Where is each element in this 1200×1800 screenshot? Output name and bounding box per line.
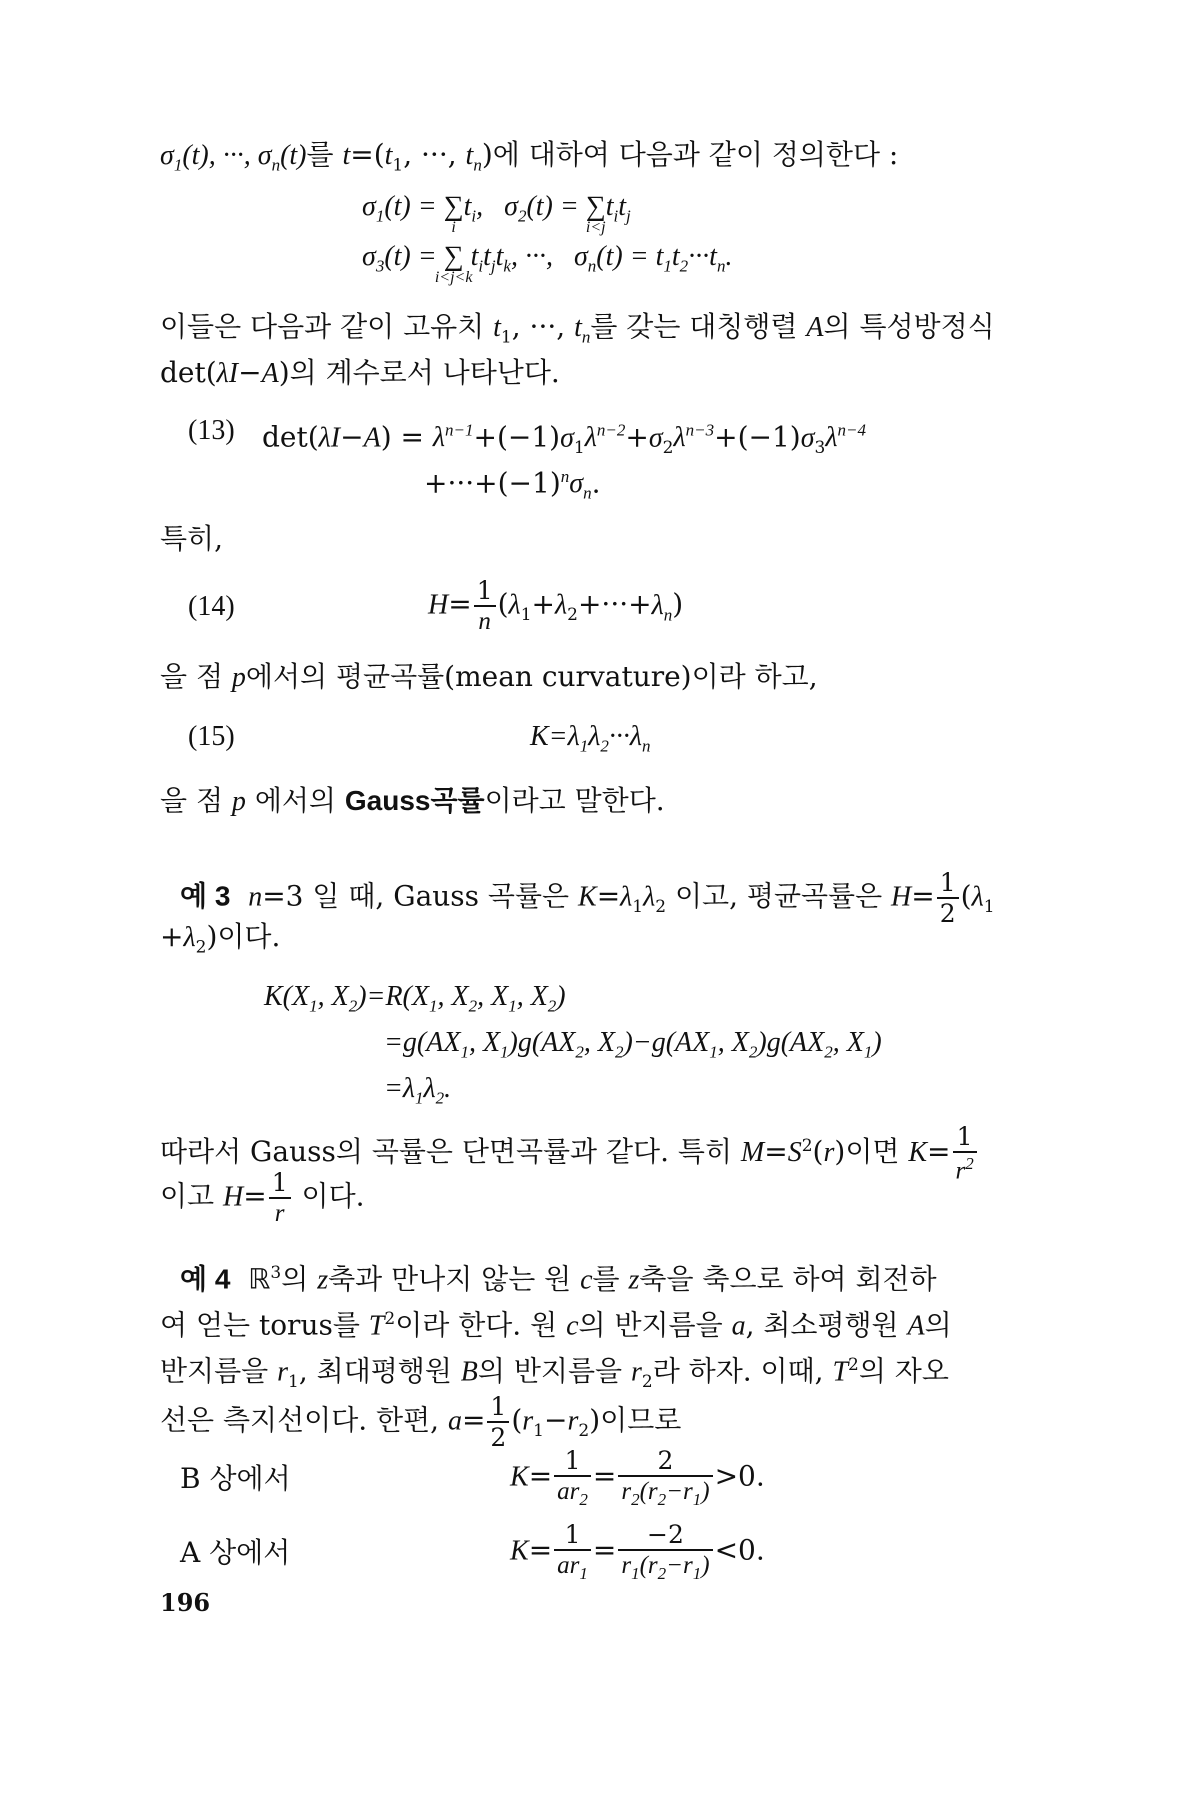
gauss-derivation-1: $K(X_1$, $X_2)=R(X_1$, $X_2$, $X_1$, $X_2$) (264, 981, 566, 1016)
gauss-derivation-3: $=\lambda_1\lambda_2$. (384, 1073, 452, 1108)
gauss-derivation-2: $=g(AX_1$, $X_1)g(AX_2$, $X_2)-g(AX_1$, $X_2)g(AX_2$, $X_1$) (384, 1027, 882, 1062)
sigma-definition-lhs: $\sigma_1(t)$, ···, $\sigma_n(t)$ (160, 140, 307, 175)
equation-14: H= $\frac{1}{n}$ $(\lambda_1+\lambda_2+\cdot\cdot\cdot+\lambda_n)$ (428, 576, 684, 635)
equation-13-line-1: $\det(\lambda I-A) = \lambda^{n-1}+(-1)\sigma_1\lambda^{n-2}+\sigma_2\lambda^{n-3}+(-1)\sigma_3\lambda^{n-4}$ (262, 420, 866, 458)
sigma-eq-1: $\sigma_1(t)$ = ∑ i $t_i$, $\sigma_2(t)$ = ∑ i<j $t_it_j$ (362, 191, 631, 236)
example-4-label: 예 4 (180, 1263, 231, 1295)
sigma-eq-2: $\sigma_3(t)$ = ∑ i<j<k $t_it_jt_k$, ···, $\sigma_n(t) = t_1t_2\cdot\cdot\cdot t_n$. (362, 241, 733, 286)
t-tuple: t (342, 140, 351, 171)
example-4-line-1: 예 4 ℝ$^3$의 z축과 만나지 않는 원 c를 z축을 축으로 하여 회전하 (180, 1262, 937, 1296)
term-gauss-curvature: Gauss곡률 (344, 785, 485, 816)
text-line-3: det(λI−A)의 계수로서 나타난다. (160, 356, 560, 389)
example-3-line-1: 예 3 n=3 일 때, Gauss 곡률은 $K=\lambda_1\lambda_2$ 이고, 평균곡률은 H= $\frac{1}{2}$ ($\lambda_1$ (180, 868, 995, 928)
text-line-6: 을 점 p 에서의 Gauss곡률이라고 말한다. (160, 784, 665, 817)
text-line-1: $\sigma_1(t)$, ···, $\sigma_n(t)$를 $t=(t_1$, ···, $t_n$)에 대하여 다음과 같이 정의한다 : (160, 138, 899, 176)
equation-13-line-2: $+\cdot\cdot\cdot+(-1)^n\sigma_n$. (424, 466, 601, 503)
text-line-8: 이고 H= $\frac{1}{r}$ 이다. (160, 1168, 365, 1227)
term-mean-curvature: 평균곡률(mean curvature) (335, 660, 692, 693)
example-3-label: 예 3 (180, 880, 231, 912)
equation-on-A: K= $\frac{1}{ar_1}$ = $\frac{-2}{r_1(r_2-r_1)}$ <0. (510, 1520, 765, 1583)
example-3-line-2: $+\lambda_2$)이다. (160, 920, 281, 958)
text-line-2: 이들은 다음과 같이 고유치 $t_1$, ···, $t_n$를 갖는 대칭행렬 A의 특성방정식 (160, 310, 995, 348)
equation-number-15: (15) (188, 721, 235, 752)
equation-on-B: K= $\frac{1}{ar_2}$ = $\frac{2}{r_2(r_2-r_1)}$ >0. (510, 1446, 765, 1509)
text-line-4: 특히, (160, 522, 223, 555)
label-on-A: A 상에서 (180, 1536, 291, 1569)
label-on-B: B 상에서 (180, 1462, 291, 1495)
text-line-5: 을 점 p에서의 평균곡률(mean curvature)이라 하고, (160, 660, 818, 693)
text-line-7: 따라서 Gauss의 곡률은 단면곡률과 같다. 특히 $M=S^2(r)$이면 K= $\frac{1}{r^2}$ (160, 1124, 979, 1183)
equation-15: $K=\lambda_1\lambda_2\cdot\cdot\cdot\lambda_n$ (530, 721, 651, 756)
page-number: 196 (160, 1588, 211, 1617)
example-4-line-4: 선은 측지선이다. 한편, a= $\frac{1}{2}$ $(r_1-r_2)$이므로 (160, 1392, 682, 1452)
equation-number-14: (14) (188, 591, 235, 622)
example-4-line-3: 반지름을 $r_1$, 최대평행원 B의 반지름을 $r_2$라 하자. 이때, $T^2$의 자오 (160, 1354, 949, 1392)
equation-number-13: (13) (188, 415, 235, 446)
definition-intro: 에 대하여 다음과 같이 정의한다 : (492, 138, 899, 171)
example-4-line-2: 여 얻는 torus를 $T^2$이라 한다. 원 c의 반지름을 a, 최소평행원 A의 (160, 1308, 952, 1342)
